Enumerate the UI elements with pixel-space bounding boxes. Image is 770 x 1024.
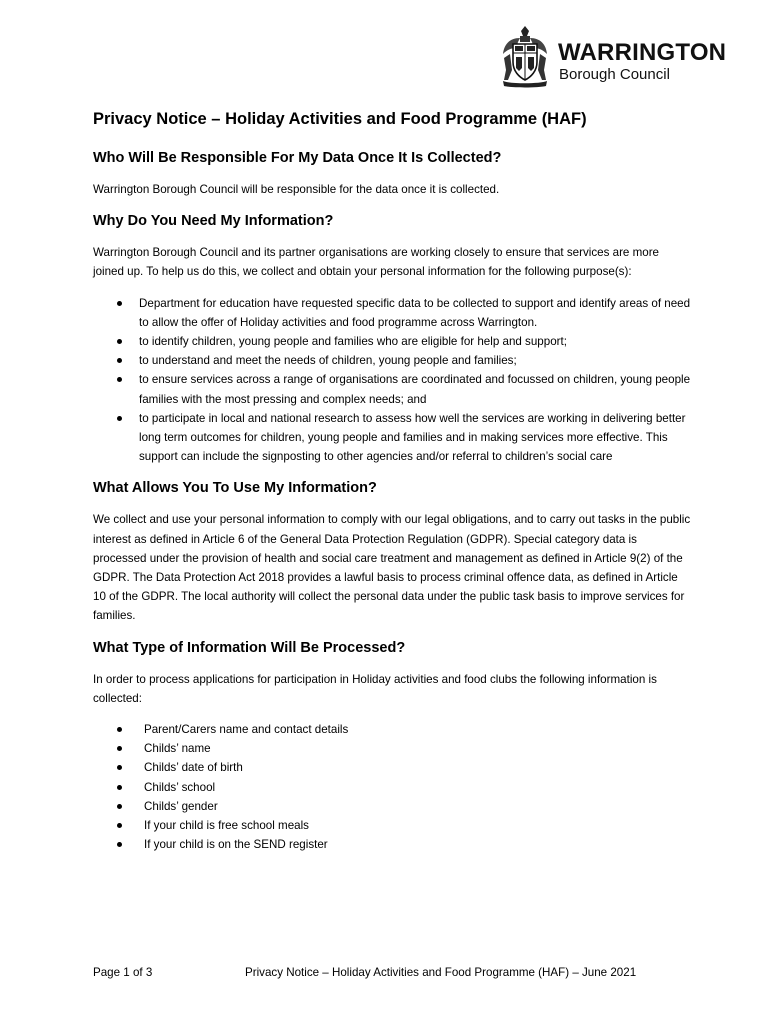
logo-subtitle: Borough Council [559,66,670,83]
section-heading: Who Will Be Responsible For My Data Once It Is Collected? [93,150,502,166]
list-item: If your child is on the SEND register [93,835,693,854]
section-heading: Why Do You Need My Information? [93,213,334,230]
council-logo [500,24,740,90]
list-item: Childs’ date of birth [93,758,693,777]
logo-name: WARRINGTON [558,39,727,66]
list-item: to understand and meet the needs of children, young people and families; [93,351,693,370]
information-list [93,720,693,854]
section-paragraph: In order to process applications for participation in Holiday activities and food clubs the following information is collected: [93,672,657,705]
section-paragraph: Warrington Borough Council and its partner organisations are working closely to ensure that services are more joined up. To help us do this, we collect and obtain your personal information for the following purpose(s): [93,246,660,279]
section-paragraph: Warrington Borough Council will be responsible for the data once it is collected. [93,183,500,196]
list-item: to identify children, young people and families who are eligible for help and support; [93,332,693,351]
section-heading: What Allows You To Use My Information? [93,480,377,497]
purpose-list [93,294,693,467]
list-item: Childs’ name [93,739,693,758]
section-paragraph: We collect and use your personal information to comply with our legal obligations, and to carry out tasks in the public interest as defined in Article 6 of the General Data Protection Regulation (GDPR). Special category data is processed under the provision of health and social care treatment and management as defined in Article 9(2) of the GDPR. The Data Protection Act 2018 provides a lawful basis to process criminal offence data, as defined in Article 10 of the GDPR. The local authority will collect the personal data under the public task basis to improve services for families. [93,513,691,623]
list-item: to participate in local and national research to assess how well the services are working in delivering better long term outcomes for children, young people and families and in making services more effective. This support can include the signposting to other agencies and/or referral to children’s social care [93,409,693,467]
document-title: Privacy Notice – Holiday Activities and Food Programme (HAF) [93,110,587,128]
section-heading: What Type of Information Will Be Processed? [93,639,406,656]
list-item: Childs’ gender [93,797,693,816]
list-item: to ensure services across a range of organisations are coordinated and focussed on children, young people families with the most pressing and complex needs; and [93,370,693,408]
coat-of-arms-icon [500,24,550,88]
footer-text: Privacy Notice – Holiday Activities and Food Programme (HAF) – June 2021 [245,966,637,979]
list-item: Parent/Carers name and contact details [93,720,693,739]
document-body [93,108,693,866]
list-item: Department for education have requested specific data to be collected to support and identify areas of need to allow the offer of Holiday activities and food programme across Warrington. [93,294,693,332]
list-item: If your child is free school meals [93,816,693,835]
page-number: Page 1 of 3 [93,966,153,979]
list-item: Childs’ school [93,778,693,797]
